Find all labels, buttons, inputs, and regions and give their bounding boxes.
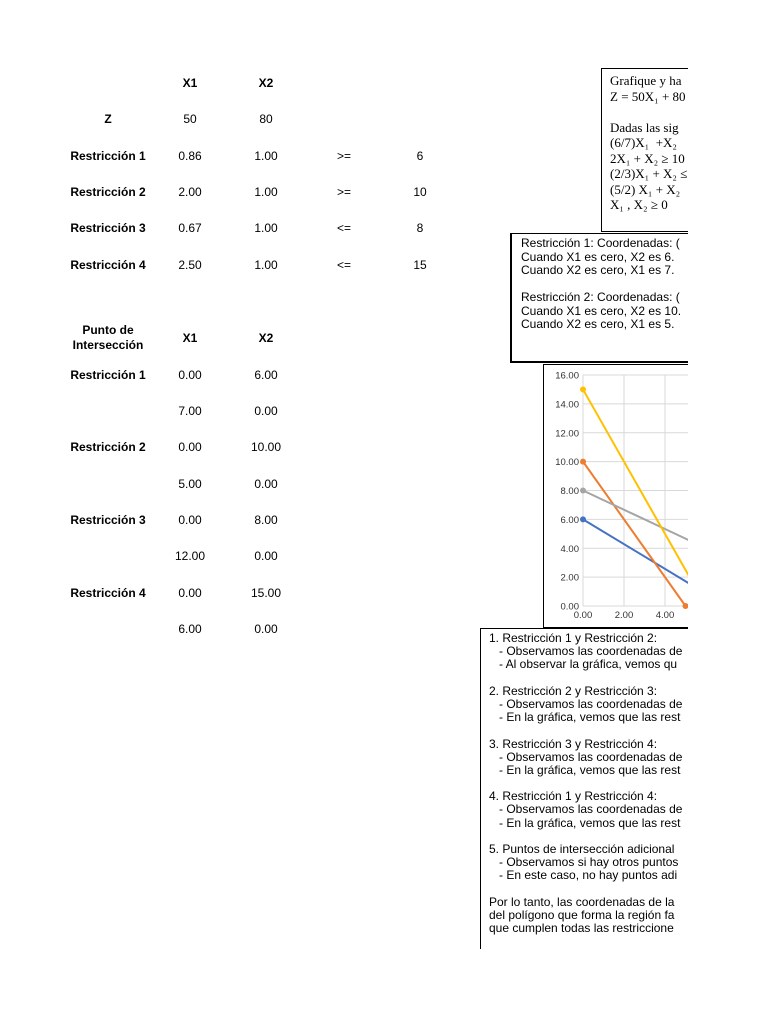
table2-row-label: Restricción 1 xyxy=(70,368,146,382)
analysis-line: 1. Restricción 1 y Restricción 2: xyxy=(489,631,658,645)
table2-cell: 0.00 xyxy=(178,440,202,454)
coords-line: Restricción 2: Coordenadas: ( xyxy=(521,290,680,304)
coords-line: Cuando X2 es cero, X1 es 7. xyxy=(521,263,675,277)
table1-cell: 1.00 xyxy=(254,185,278,199)
y-tick-label: 10.00 xyxy=(555,457,579,469)
analysis-line: - Observamos las coordenadas de xyxy=(489,802,683,817)
table1-sign: <= xyxy=(336,221,351,235)
table1-rhs: 8 xyxy=(416,221,424,235)
table1-cell: 50 xyxy=(183,112,197,126)
table1-sign: >= xyxy=(336,149,351,163)
page-crop-mask xyxy=(688,0,768,1024)
table1-cell: 1.00 xyxy=(254,149,278,163)
problem-line: Grafique y ha xyxy=(610,73,682,88)
table2-cell: 8.00 xyxy=(254,513,278,527)
table1-header-x1: X1 xyxy=(182,76,198,90)
table2-cell: 0.00 xyxy=(254,549,278,563)
problem-line: (5/2) X₁ + X₂ xyxy=(610,181,681,197)
coords-line: Cuando X1 es cero, X2 es 10. xyxy=(521,303,682,318)
table2-cell: 7.00 xyxy=(178,404,202,418)
problem-line: (2/3)X₁ + X₂ ≤ xyxy=(610,166,688,181)
table2-cell: 6.00 xyxy=(254,368,278,382)
x-tick-label: 0.00 xyxy=(573,610,593,621)
coords-line xyxy=(521,278,712,292)
table1-cell: 1.00 xyxy=(254,258,278,272)
analysis-line: - En la gráfica, vemos que las rest xyxy=(489,815,681,830)
table1-cell: 2.00 xyxy=(178,185,202,199)
analysis-line: - En la gráfica, vemos que las rest xyxy=(489,762,681,777)
table2-row-label: Restricción 3 xyxy=(70,513,146,527)
problem-line: Dadas las sig xyxy=(610,119,679,135)
table2-cell: 0.00 xyxy=(254,404,278,418)
table1-rhs: 15 xyxy=(413,258,427,272)
table2-cell: 0.00 xyxy=(178,586,202,600)
y-tick-label: 6.00 xyxy=(560,514,579,526)
y-tick-label: 4.00 xyxy=(560,543,579,555)
problem-line: (6/7)X₁ +X₂ xyxy=(610,135,677,150)
series-point-3 xyxy=(580,488,586,494)
table1-row-label: Restricción 4 xyxy=(70,258,146,272)
x-tick-label: 4.00 xyxy=(655,610,675,621)
table1-cell: 1.00 xyxy=(254,221,278,235)
analysis-line: 3. Restricción 3 y Restricción 4: xyxy=(489,736,658,751)
coords-line: Restricción 1: Coordenadas: ( xyxy=(521,236,680,250)
table2-cell: 10.00 xyxy=(250,440,282,454)
coords-line: Cuando X1 es cero, X2 es 6. xyxy=(521,249,675,264)
table2-header-label-line1: Punto de xyxy=(82,323,134,337)
analysis-box xyxy=(480,628,711,949)
table1-rhs: 10 xyxy=(413,185,427,199)
series-point-4 xyxy=(580,386,586,392)
analysis-line: - En la gráfica, vemos que las rest xyxy=(489,710,681,725)
table1-row-label: Restricción 2 xyxy=(70,185,146,199)
series-line-4 xyxy=(583,389,704,606)
analysis-line: - Observamos las coordenadas de xyxy=(489,749,683,764)
analysis-line: 2. Restricción 2 y Restricción 3: xyxy=(489,683,658,698)
table1-row-label: Restricción 1 xyxy=(70,149,146,163)
table2-cell: 12.00 xyxy=(174,549,206,563)
chart xyxy=(544,365,704,627)
table2-cell: 6.00 xyxy=(178,622,202,636)
y-tick-label: 0.00 xyxy=(560,601,579,613)
table1-cell: 0.67 xyxy=(178,221,202,235)
analysis-line: 4. Restricción 1 y Restricción 4: xyxy=(489,789,658,804)
table1-row-label: Z xyxy=(104,112,112,126)
table2-row-label: Restricción 2 xyxy=(70,440,146,454)
table1-sign: <= xyxy=(336,258,351,272)
analysis-line: 5. Puntos de intersección adicional xyxy=(489,842,675,856)
chart-container xyxy=(543,364,705,628)
x-tick-label: 2.00 xyxy=(614,610,634,621)
table2-header-label-line2: Intersección xyxy=(72,338,144,352)
analysis-line: Por lo tanto, las coordenadas de la xyxy=(489,894,675,909)
series-line-1 xyxy=(583,519,704,606)
analysis-line: que cumplen todas las restriccione xyxy=(489,921,674,936)
series-line-2 xyxy=(583,462,686,606)
y-tick-label: 2.00 xyxy=(560,572,579,584)
table1-row-label: Restricción 3 xyxy=(70,221,146,235)
table2-cell: 15.00 xyxy=(250,586,282,600)
analysis-line: - Observamos las coordenadas de xyxy=(489,696,683,711)
series-point-2 xyxy=(580,459,586,465)
analysis-line: - Al observar la gráfica, vemos qu xyxy=(489,657,678,672)
y-tick-label: 8.00 xyxy=(560,486,579,497)
problem-line: X₁ , X₂ ≥ 0 xyxy=(610,197,668,212)
analysis-line: del polígono que forma la región fa xyxy=(489,907,675,922)
y-tick-label: 12.00 xyxy=(555,428,579,440)
table1-sign: >= xyxy=(336,185,351,199)
table2-cell: 0.00 xyxy=(254,622,278,636)
series-point-1 xyxy=(580,516,586,522)
table1-cell: 2.50 xyxy=(178,258,202,272)
table2-cell: 0.00 xyxy=(178,513,202,527)
analysis-line: - Observamos si hay otros puntos xyxy=(489,855,679,870)
analysis-line xyxy=(489,724,711,737)
table2-cell: 0.00 xyxy=(254,477,278,491)
table1-cell: 80 xyxy=(259,112,273,126)
table2-header-x2: X2 xyxy=(258,331,274,345)
table1-cell: 0.86 xyxy=(178,149,202,163)
table2-cell: 5.00 xyxy=(178,477,202,491)
y-tick-label: 16.00 xyxy=(555,370,579,382)
problem-line: 2X₁ + X₂ ≥ 10 xyxy=(610,150,685,166)
problem-line: Z = 50X₁ + 80 xyxy=(610,88,686,104)
coords-line: Cuando X2 es cero, X1 es 5. xyxy=(521,317,675,331)
table1-rhs: 6 xyxy=(416,149,424,163)
analysis-line xyxy=(489,883,711,896)
table1-header-x2: X2 xyxy=(258,76,274,90)
table2-cell: 0.00 xyxy=(178,368,202,382)
analysis-line: - Observamos las coordenadas de xyxy=(489,644,683,659)
y-tick-label: 14.00 xyxy=(555,399,579,411)
coords-box xyxy=(510,233,712,363)
analysis-line: - En este caso, no hay puntos adi xyxy=(489,868,678,883)
analysis-line xyxy=(489,672,711,685)
table2-header-x1: X1 xyxy=(182,331,198,345)
table2-row-label: Restricción 4 xyxy=(70,586,146,600)
